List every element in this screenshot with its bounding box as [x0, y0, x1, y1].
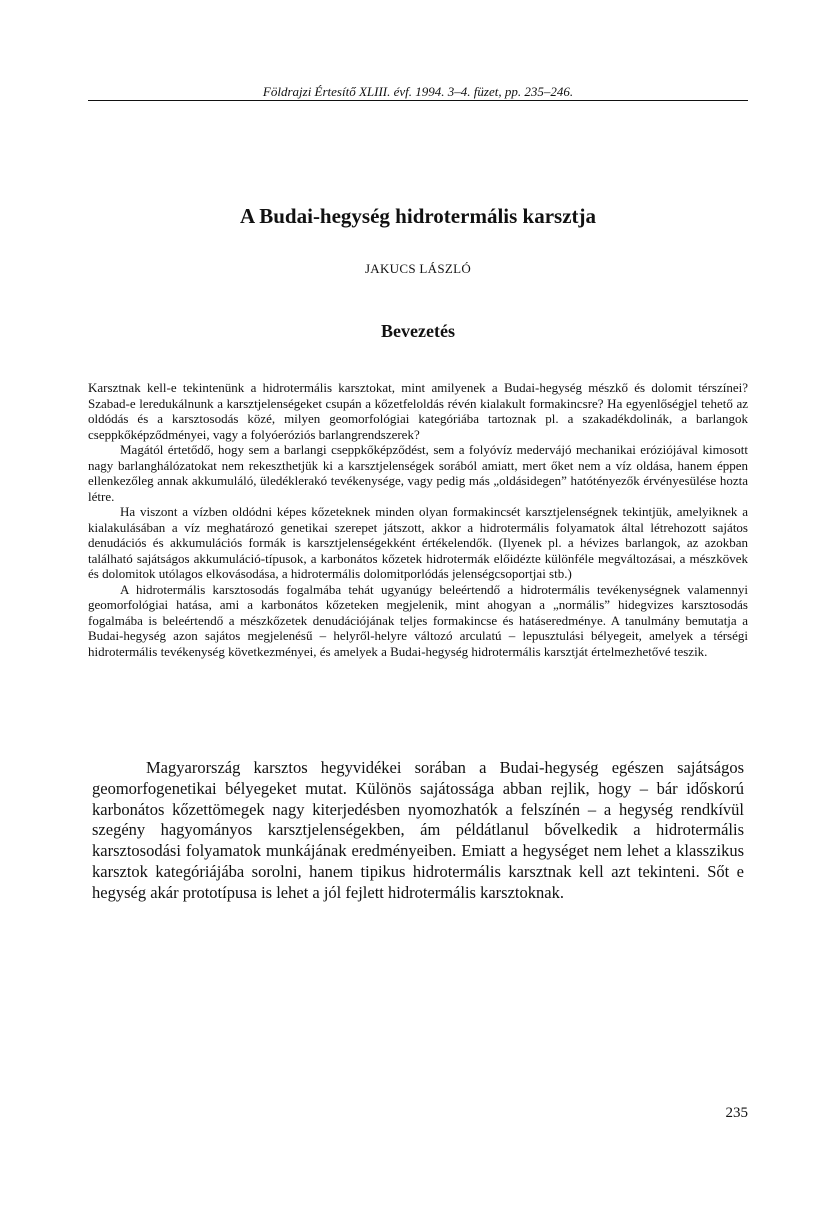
abstract: [88, 380, 748, 659]
running-head: Földrajzi Értesítő XLIII. évf. 1994. 3–4. füzet, pp. 235–246.: [262, 84, 574, 99]
abstract-paragraph: Ha viszont a vízben oldódni képes kőzeteknek minden olyan formakincsét karsztjelenségnek tekintjük, amelyiknek a kialakulásában a víz meghatározó genetikai szerepet játszott, akkor a hidrotermális folyamatok által létrehozott sajátos denudációs és akkumulációs formák is karsztjelenségekként értékelendők. (Ilyenek pl. a hévizes barlangok, az azokban található sajátságos akkumuláció-típusok, a karbonátos kőzetek hidrotermák előidézte különféle megváltozásai, a mészkövek és dolomitok utólagos elkovásodása, a hidrotermális dolomitporlódás jelenségcsoportjai stb.): [88, 504, 748, 581]
abstract-paragraph: Karsztnak kell-e tekintenünk a hidrotermális karsztokat, mint amilyenek a Budai-hegység mészkő és dolomit térszínei? Szabad-e leredukálnunk a karsztjelenségeket csupán a kőzetfeloldás révén kialakult formakincsre? Ha egyenlőségjel tehető az oldódás és a karsztosodás közé, milyen geomorfológiai kategóriába tartoznak pl. a szakadékdolinák, a barlangok cseppkőképződményei, vagy a folyóeróziós barlangrendszerek?: [88, 380, 748, 442]
body-text: [92, 758, 744, 904]
page-number: 235: [725, 1105, 748, 1121]
abstract-paragraph: Magától értetődő, hogy sem a barlangi cseppkőképződést, sem a folyóvíz medervájó mechanikai eróziójával kimosott nagy barlanghálózatokat nem rekeszthetjük ki a karsztjelenségek sorából amiatt, mert őket nem a víz oldása, hanem éppen ellenkezőleg annak akkumuláló, üledéklerakó tevékenysége, vagy pedig más „oldásidegen” hatótényezők érvényesülése hozta létre.: [88, 442, 748, 504]
section-heading: Bevezetés: [381, 321, 455, 341]
author-name: JAKUCS LÁSZLÓ: [364, 261, 472, 276]
body-paragraph: Magyarország karsztos hegyvidékei sorában a Budai-hegység egészen sajátságos geomorfogenetikai bélyegeket mutat. Különös sajátossága abban rejlik, hogy – bár időskorú karbonátos kőzettömegek nagy kiterjedésben nyomozhatók a felszínén – a hegység rendkívül szegény hagyományos karsztjelenségekben, ám példátlanul bővelkedik a hidrotermális karsztosodási folyamatok munkájának eredményeiben. Emiatt a hegységet nem lehet a klasszikus karsztok kategóriájába sorolni, hanem tipikus hidrotermális karsztnak kell azt tekinteni. Sőt e hegység akár prototípusa is lehet a jól fejlett hidrotermális karsztoknak.: [92, 758, 744, 902]
article-title: A Budai-hegység hidrotermális karsztja: [239, 204, 597, 228]
abstract-paragraph: A hidrotermális karsztosodás fogalmába tehát ugyanúgy beleértendő a hidrotermális tevékenységnek valamennyi geomorfológiai hatása, ami a karbonátos kőzeteken megjelenik, mint ahogyan a „normális” hidegvizes karsztosodás fogalmába is beleértendő a mészkőzetek denudációjának teljes formakincse és hatáseredménye. A tanulmány bemutatja a Budai-hegység azon sajátos megjelenésű – helyről-helyre változó arculatú – lepusztulási bélyegeit, amelyek a térségi hidrotermális tevékenység következményei, és amelyek a Budai-hegység hidrotermális karsztját értelmezhetővé teszik.: [88, 581, 748, 659]
header-rule: [88, 100, 748, 101]
